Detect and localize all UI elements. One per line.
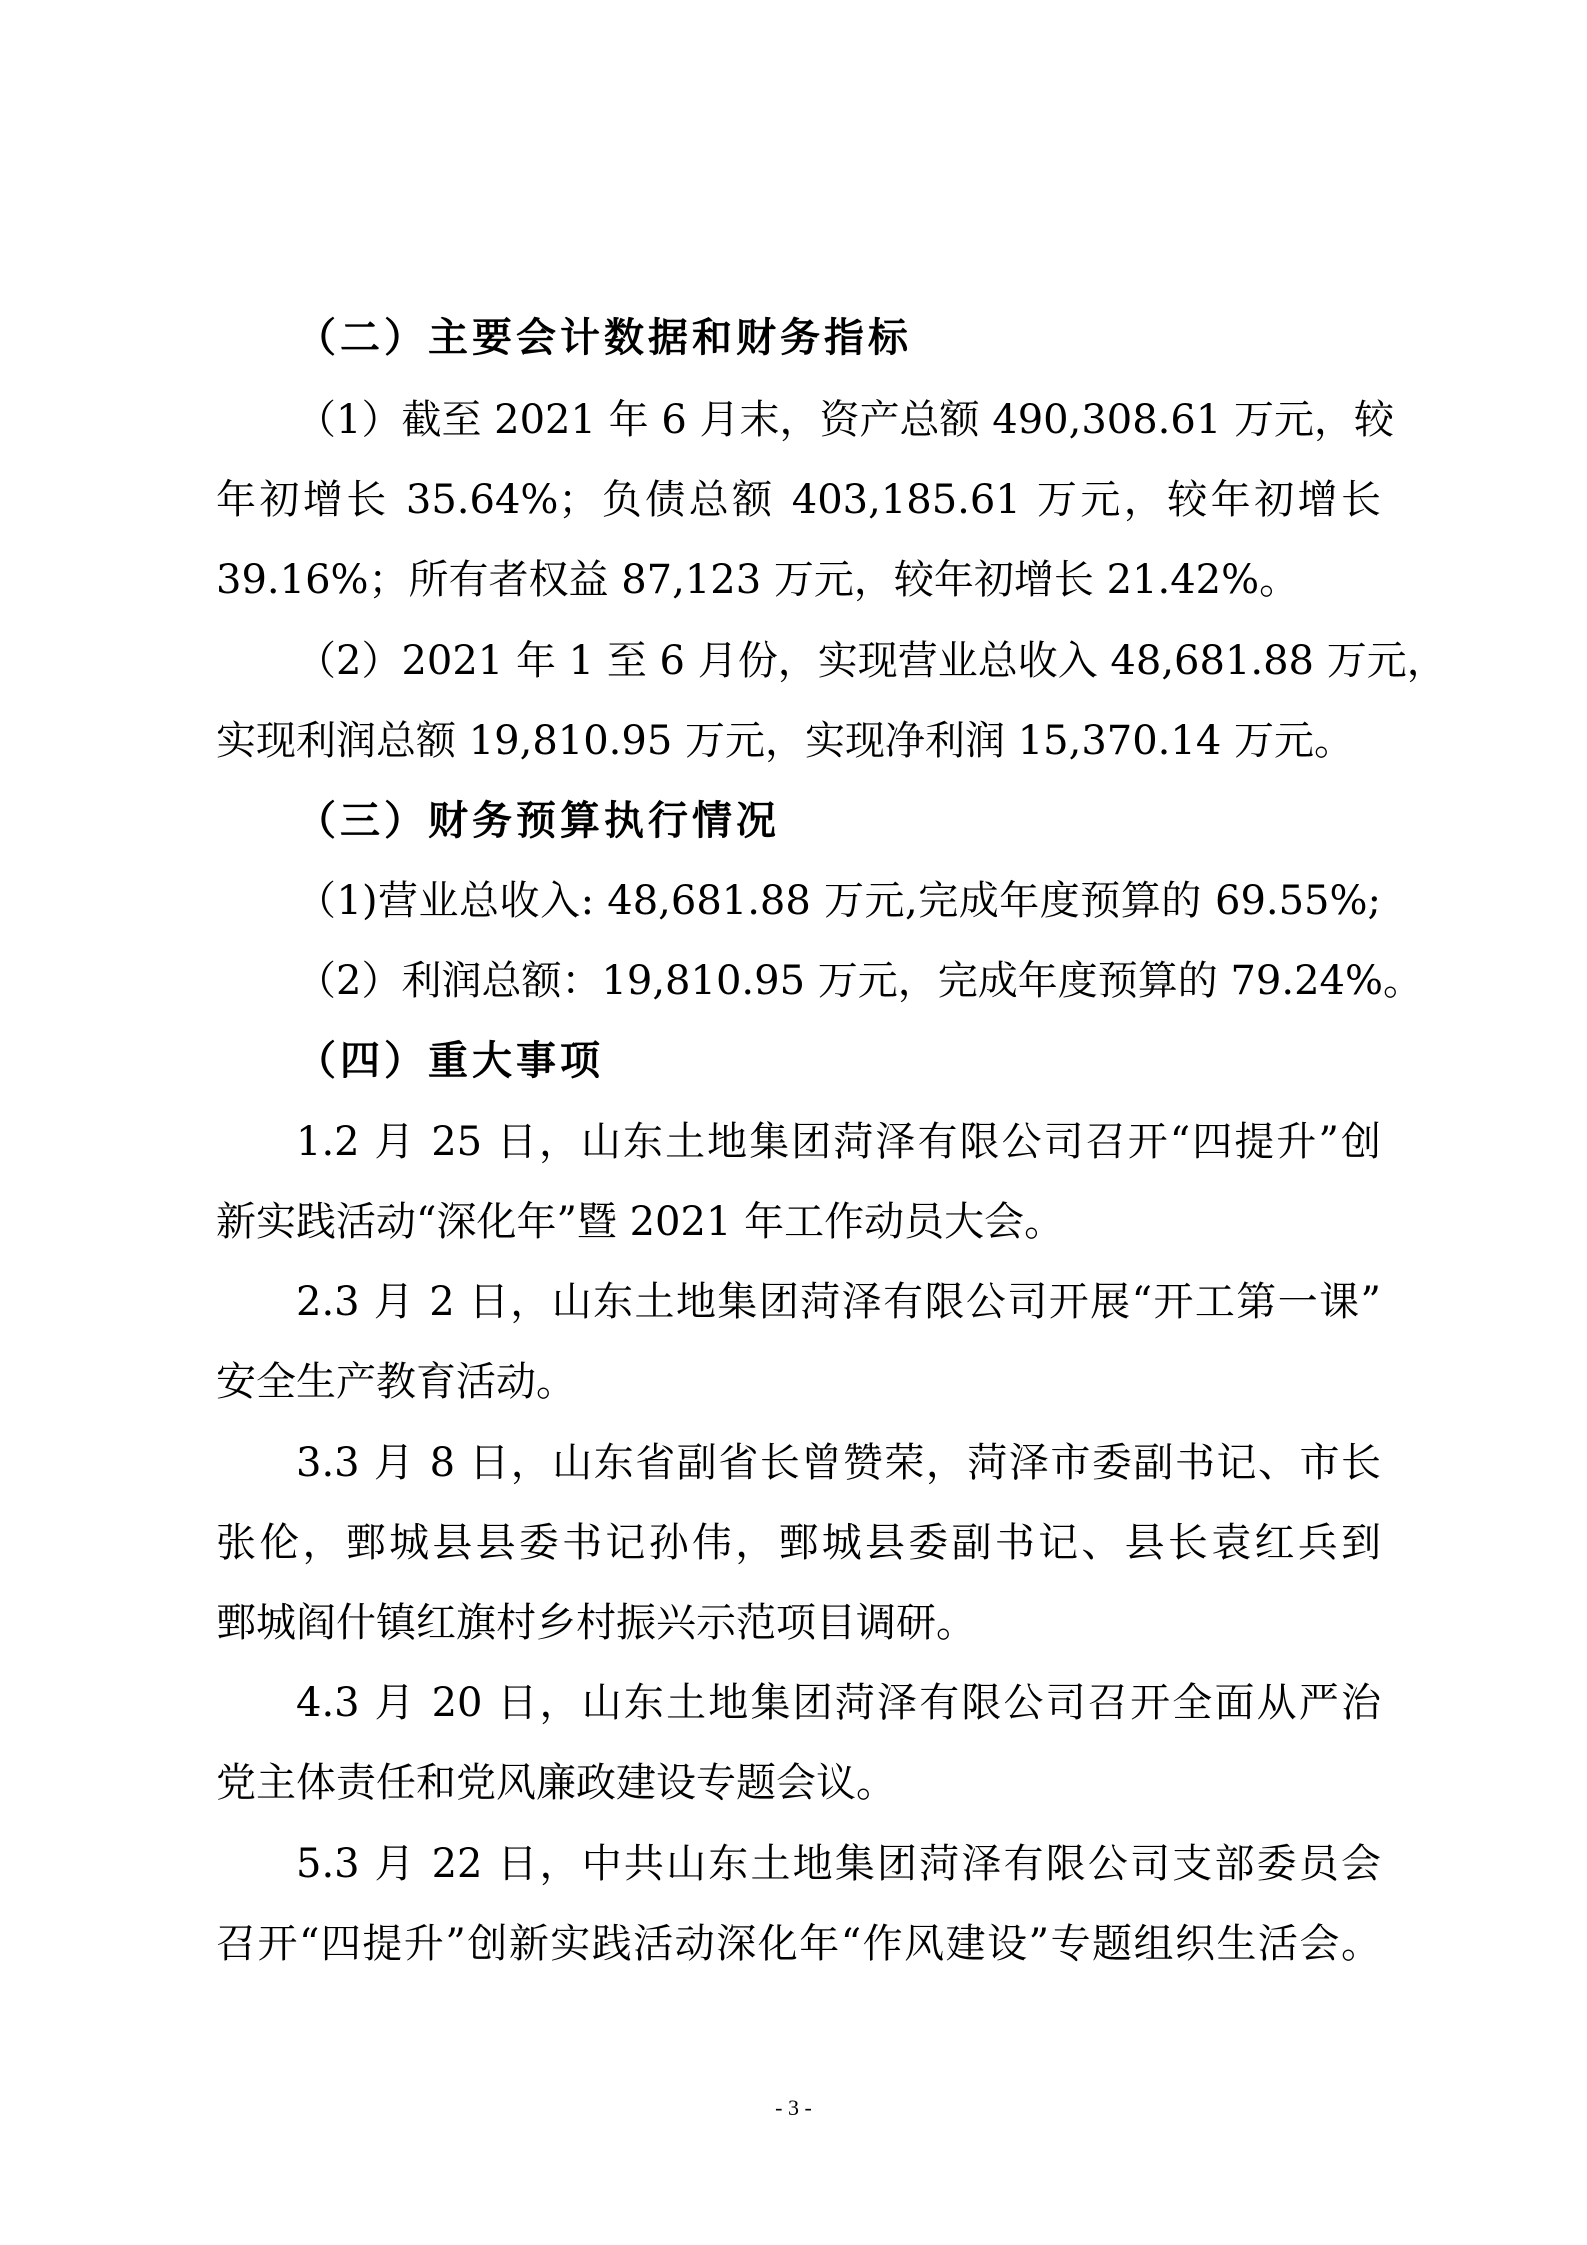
event-line: 安全生产教育活动。 [216,1359,576,1405]
paragraph-line: （1）截至 2021 年 6 月末，资产总额 490,308.61 万元，较 [296,397,1395,443]
paragraph-line: 实现利润总额 19,810.95 万元，实现净利润 15,370.14 万元。 [216,718,1355,764]
paragraph-line: 39.16%；所有者权益 87,123 万元，较年初增长 21.42%。 [216,557,1300,603]
paragraph-line: 年初增长 35.64%；负债总额 403,185.61 万元，较年初增长 [216,477,1381,523]
section-heading-financial-indicators: （二）主要会计数据和财务指标 [296,315,912,361]
event-line: 新实践活动“深化年”暨 2021 年工作动员大会。 [216,1199,1065,1245]
event-line: 4.3 月 20 日，山东土地集团菏泽有限公司召开全面从严治 [296,1680,1381,1726]
budget-item: （1)营业总收入: 48,681.88 万元,完成年度预算的 69.55%; [296,878,1381,924]
event-line: 2.3 月 2 日，山东土地集团菏泽有限公司开展“开工第一课” [296,1279,1381,1325]
budget-item: （2）利润总额：19,810.95 万元，完成年度预算的 79.24%。 [296,958,1423,1004]
event-line: 召开“四提升”创新实践活动深化年“作风建设”专题组织生活会。 [216,1921,1381,1967]
event-line: 鄄城阎什镇红旗村乡村振兴示范项目调研。 [216,1600,976,1646]
event-line: 1.2 月 25 日，山东土地集团菏泽有限公司召开“四提升”创 [296,1119,1381,1165]
event-line: 3.3 月 8 日，山东省副省长曾赞荣，菏泽市委副书记、市长 [296,1440,1381,1486]
section-heading-major-events: （四）重大事项 [296,1038,604,1084]
page-number: - 3 - [775,2095,812,2120]
event-line: 党主体责任和党风廉政建设专题会议。 [216,1760,896,1806]
event-line: 5.3 月 22 日，中共山东土地集团菏泽有限公司支部委员会 [296,1841,1381,1887]
event-line: 张伦，鄄城县县委书记孙伟，鄄城县委副书记、县长袁红兵到 [216,1520,1381,1566]
paragraph-line: （2）2021 年 1 至 6 月份，实现营业总收入 48,681.88 万元， [296,638,1447,684]
section-heading-budget-execution: （三）财务预算执行情况 [296,798,780,844]
